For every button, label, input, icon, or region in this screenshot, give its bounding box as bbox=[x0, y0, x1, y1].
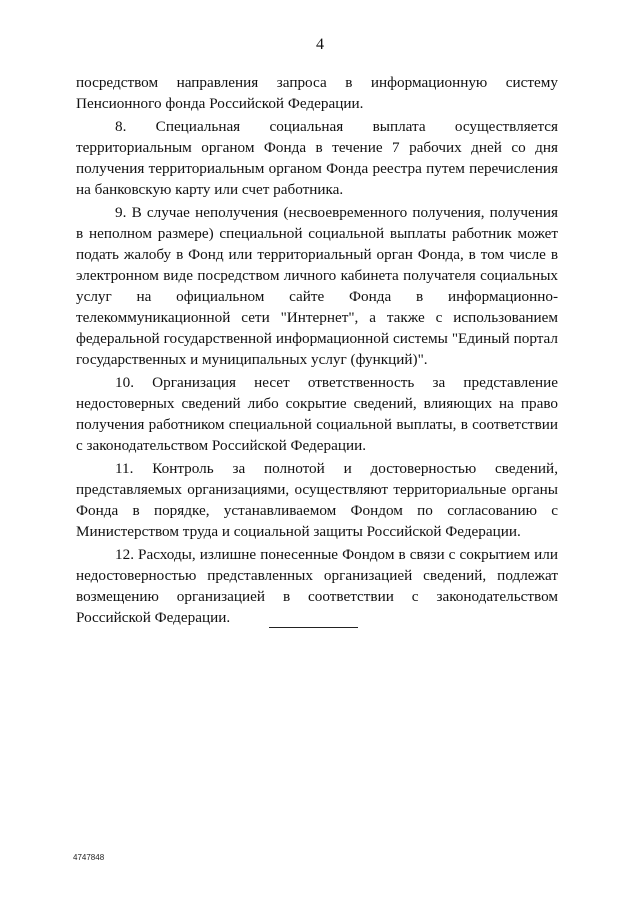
page-number: 4 bbox=[316, 36, 324, 53]
paragraph-12: 12. Расходы, излишне понесенные Фондом в связи с сокрытием или недостоверностью представленных организацией сведений, подлежат возмещению организацией в соответствии с законодательством Российской Федерации. bbox=[76, 546, 558, 626]
paragraph-9: 9. В случае неполучения (несвоевременного получения, получения в неполном размере) специальной социальной выплаты работник может подать жалобу в Фонд или территориальный орган Фонда, в том числе в электронном виде посредством личного кабинета получателя социальных услуг на официальном сайте Фонда в информационно-телекоммуникационной сети "Интернет", а также с использованием федеральной государственной информационной системы "Единый портал государственных и муниципальных услуг (функций)". bbox=[76, 204, 558, 368]
paragraph-10: 10. Организация несет ответственность за представление недостоверных сведений либо сокрытие сведений, влияющих на право получения работником специальной социальной выплаты, в соответствии с законодательством Российской Федерации. bbox=[76, 374, 558, 454]
paragraph-11: 11. Контроль за полнотой и достоверностью сведений, представляемых организациями, осуществляют территориальные органы Фонда в порядке, устанавливаемом Фондом по согласованию с Министерством труда и социальной защиты Российской Федерации. bbox=[76, 460, 558, 540]
paragraph-continuation: посредством направления запроса в информационную систему Пенсионного фонда Российской Федерации. bbox=[76, 74, 558, 112]
document-code: 4747848 bbox=[73, 853, 105, 862]
paragraph-8: 8. Специальная социальная выплата осуществляется территориальным органом Фонда в течение 7 рабочих дней со дня получения территориальным органом Фонда реестра путем перечисления на банковскую карту или счет работника. bbox=[76, 118, 558, 198]
document-body bbox=[76, 72, 558, 628]
closing-rule bbox=[269, 627, 358, 628]
